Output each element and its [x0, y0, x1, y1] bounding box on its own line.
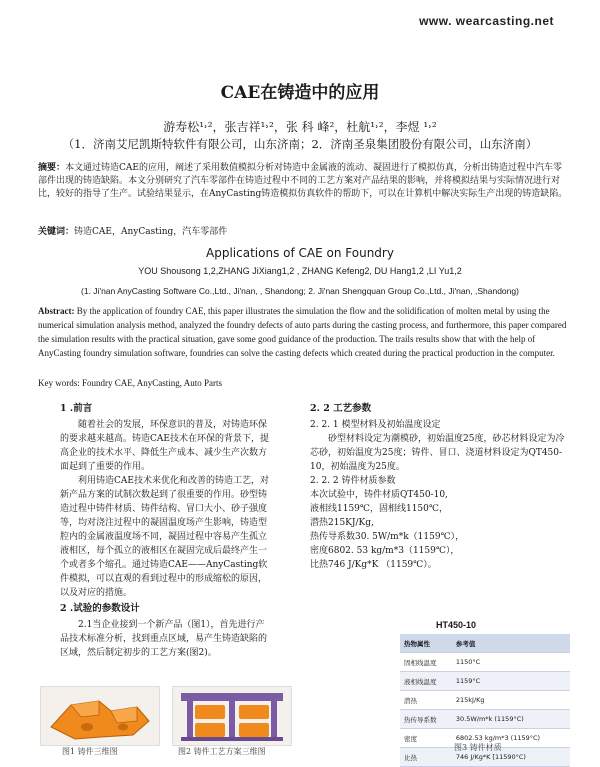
figure-1-casting-image [40, 686, 160, 746]
keywords-en: Key words: Foundry CAE, AnyCasting, Auto Parts [38, 378, 223, 388]
english-affiliation: (1. Ji'nan AnyCasting Software Co.,Ltd., Ji'nan, , Shandong; 2. Ji'nan Shengquan Group Co.,Ltd., Ji'nan, ,Shandong) [81, 286, 519, 296]
keywords-cn-label: 关键词： [38, 227, 75, 237]
table-cell-property: 液相线温度 [400, 672, 452, 691]
subheading-model: 2. 2. 1 模型材料及初始温度设定 [310, 420, 441, 430]
site-url: www. wearcasting.net [419, 14, 554, 28]
table-cell-property: 固相线温度 [400, 653, 452, 672]
paper-title: CAE在铸造中的应用 [220, 83, 380, 103]
english-title: Applications of CAE on Foundry [206, 246, 394, 260]
table-cell-property: 热传导系数 [400, 710, 452, 729]
table-header-cell: 热物属性 [400, 634, 452, 653]
table-cell-value: 215kJ/Kg [452, 691, 570, 710]
table-caption: 图3 铸件材质 [454, 743, 502, 752]
authors: 游寿松¹˒²，张吉祥¹˒²，张 科 峰²，杜航¹˒²，李煜 ¹˒² [163, 120, 437, 134]
table-cell-property: 比热 [400, 748, 452, 767]
intro-paragraph-1: 随着社会的发展，环保意识的普及，对铸造环保的要求越来越高。铸造CAE技术在环保的背景下，提高企业的技术水平、降低生产成本、减少生产次数方面起到了重要的作用。 [60, 420, 269, 472]
material-line-6: 比热746 J/Kg*K （1159℃）。 [310, 560, 437, 570]
material-line-1: 本次试验中，铸件材质QT450-10, [310, 490, 448, 500]
english-authors: YOU Shousong 1,2,ZHANG JiXiang1,2 , ZHANG Kefeng2, DU Hang1,2 ,LI Yu1,2 [138, 266, 462, 276]
model-paragraph: 砂型材料设定为潮模砂，初始温度25度，砂芯材料设定为冷芯砂，初始温度为25度；铸件、冒口、浇道材料设定为QT450-10，初始温度为25度。 [310, 434, 565, 472]
intro-paragraph-2: 利用铸造CAE技术来优化和改善的铸造工艺，对新产品方案的试制次数起到了很重要的作用。砂型铸造过程中铸件材质、铸件结构、冒口大小、砂子强度等，均对浇注过程中的凝固温度场产生影响，铸造型腔内的金属液温度场不同，凝固过程中容易产生孤立液相区，每个孤立的液相区在凝固完成后最终产生一个或者多个缩孔。通过铸造CAE——AnyCasting软件模拟，可以直观的看到过程中的形成缩松的原因，以及对应的措施。 [60, 476, 269, 598]
material-line-2: 液相线1159℃，固相线1150℃， [310, 504, 448, 514]
figure-2-process-image [172, 686, 292, 746]
keywords-cn [38, 224, 570, 237]
table-cell-value: 30.5W/m*k (1159°C) [452, 710, 570, 729]
casting-3d-icon [41, 687, 159, 745]
right-column [310, 400, 568, 572]
table-cell-property: 潜热 [400, 691, 452, 710]
material-line-5: 密度6802. 53 kg/m*3（1159℃）， [310, 546, 460, 556]
figure-row [40, 686, 300, 746]
design-paragraph: 2.1当企业接到一个新产品（图1），首先进行产品技术标准分析，找到重点区域，易产生铸造缺陷的区域，然后制定初步的工艺方案(图2)。 [60, 620, 268, 658]
figure-2-caption: 图2 铸件工艺方案三维图 [178, 747, 266, 756]
keywords-cn-text: 铸造CAE，AnyCasting，汽车零部件 [74, 227, 228, 237]
material-line-3: 潜热215KJ/Kg, [310, 518, 374, 528]
table-row [400, 691, 570, 710]
table-cell-property: 密度 [400, 729, 452, 748]
affiliation: （1．济南艾尼凯斯特软件有限公司，山东济南；2．济南圣泉集团股份有限公司，山东济南） [62, 137, 538, 151]
table-row [400, 653, 570, 672]
table-row [400, 710, 570, 729]
table-cell-value: 1159°C [452, 672, 570, 691]
table-title: HT450-10 [436, 620, 477, 630]
section-heading-intro: 1 .前言 [60, 403, 93, 414]
abstract-en-text: By the application of foundry CAE, this paper illustrates the simulation the flow and the solidification of molten metal by using the numerical simulation analysis method, analyzed the foundry defects of auto parts during the casting process, and furthermore, this paper compared the simulation results with the practical situation, gave some good guidance of the production. The trails results show that with the help of AnyCasting foundry simulation software, foundries can solve the casting defects which created during the practical production in the computer. [38, 306, 567, 358]
table-row [400, 672, 570, 691]
section-heading-design: 2 .试验的参数设计 [60, 603, 140, 614]
abstract-cn [38, 162, 570, 201]
abstract-cn-text: 本文通过铸造CAE的应用，阐述了采用数值模拟分析对铸造中金属液的流动、凝固进行了模拟仿真，分析出铸造过程中汽车零部件出现的铸造缺陷。本文分别研究了汽车零部件在铸造过程中不同的工艺方案对产品结果的影响，并将模拟结果与实际情况进行对比，较好的指导了生产。试验结果显示，在AnyCasting铸造模拟仿真软件的帮助下，可以在计算机中解决实际生产出现的铸造缺陷。 [38, 163, 568, 199]
table-header-row [400, 634, 570, 653]
table-header-cell: 参考值 [452, 634, 570, 653]
abstract-en [38, 304, 570, 360]
figure-1-caption: 图1 铸件三维图 [62, 747, 118, 756]
subheading-material: 2. 2. 2 铸件材质参数 [310, 476, 396, 486]
abstract-en-label: Abstract: [38, 306, 75, 316]
table-cell-value: 6802.53 kg/m*3 (1159°C) [452, 729, 570, 748]
table-cell-value: 746 J/Kg*K [11590°C) [452, 748, 570, 767]
table-cell-value: 1150°C [452, 653, 570, 672]
gating-system-icon [173, 687, 291, 745]
abstract-cn-label: 摘要： [38, 163, 66, 173]
material-line-4: 热传导系数30. 5W/m*k（1159℃）， [310, 532, 465, 542]
section-heading-process: 2. 2 工艺参数 [310, 403, 372, 414]
left-column [60, 400, 272, 660]
